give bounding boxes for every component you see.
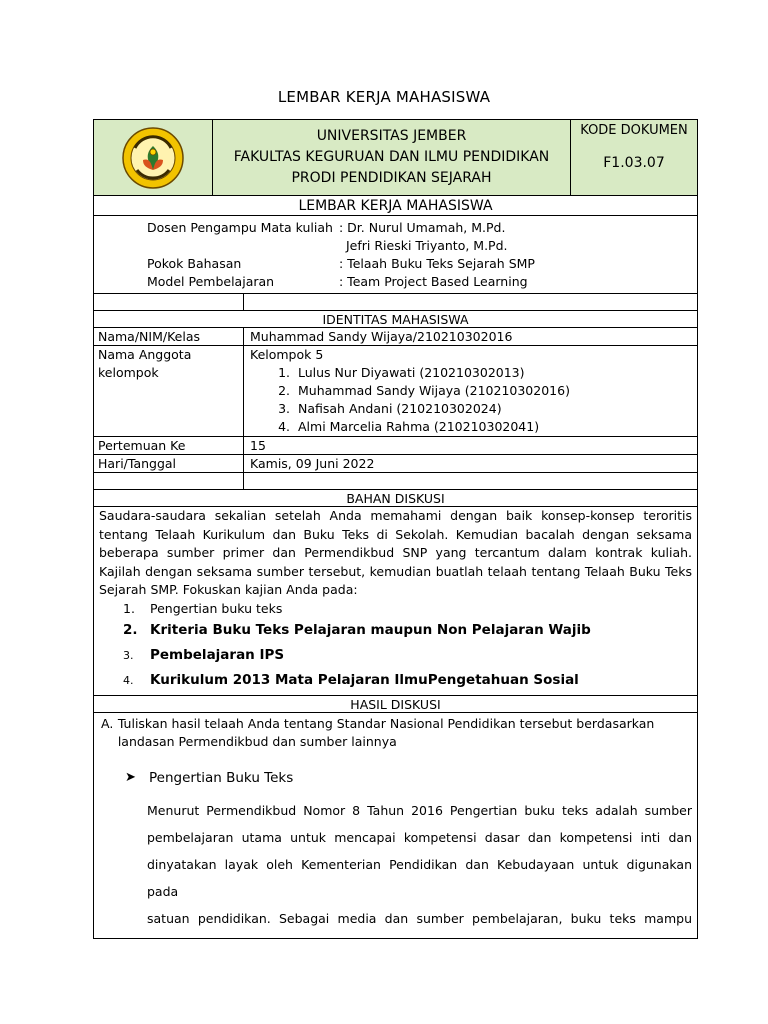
document-code-value: F1.03.07	[603, 155, 665, 171]
body-line: Menurut Permendikbud Nomor 8 Tahun 2016 Pengertian buku teks adalah sumber	[147, 803, 692, 818]
anggota-label-2: kelompok	[98, 365, 159, 380]
hasil-diskusi	[94, 712, 697, 938]
document-code-block	[571, 120, 697, 195]
bahan-title: BAHAN DISKUSI	[94, 489, 697, 506]
pertemuan-label: Pertemuan Ke	[94, 437, 244, 454]
body-text	[99, 797, 692, 932]
arrow-bullet-icon: ➤	[125, 770, 136, 785]
list-item: 2. Kriteria Buku Teks Pelajaran maupun Non Pelajaran Wajib	[123, 622, 591, 638]
list-item: 1. Lulus Nur Diyawati (210210302013)	[278, 365, 525, 380]
hasil-item	[99, 715, 692, 751]
list-item: 1. Pengertian buku teks	[123, 600, 283, 616]
body-line: pembelajaran utama untuk mencapai kompetensi dasar dan kompetensi inti dan	[147, 830, 692, 845]
member-list	[250, 364, 697, 436]
dosen-1: : Dr. Nurul Umamah, M.Pd.	[339, 220, 506, 235]
bahan-diskusi	[94, 506, 697, 695]
hasil-item-marker: A.	[101, 716, 114, 731]
anggota-label: Nama Anggota	[98, 347, 192, 362]
hari-label: Hari/Tanggal	[94, 455, 244, 472]
identitas-title: IDENTITAS MAHASISWA	[94, 310, 697, 327]
course-info	[94, 215, 697, 293]
body-line: satuan pendidikan. Sebagai media dan sumber pembelajaran, buku teks mampu	[147, 911, 692, 926]
pokok-value: : Telaah Buku Teks Sejarah SMP	[339, 256, 535, 271]
list-item: 3. Nafisah Andani (210210302024)	[278, 401, 502, 416]
empty-row	[94, 472, 697, 489]
hasil-item-text: Tuliskan hasil telaah Anda tentang Standar Nasional Pendidikan tersebut berdasarkan landasan Permendikbud dan sumber lainnya	[117, 716, 655, 749]
list-item: 3. Pembelajaran IPS	[123, 647, 285, 663]
topic-list	[99, 600, 692, 694]
body-line: dinyatakan layak oleh Kementerian Pendidikan dan Kebudayaan untuk digunakan pada	[147, 857, 692, 899]
sheet-title: LEMBAR KERJA MAHASISWA	[94, 195, 697, 215]
model-label: Model Pembelajaran	[147, 274, 275, 289]
dosen-label: Dosen Pengampu Mata kuliah	[147, 220, 333, 235]
bahan-paragraph: Saudara-saudara sekalian setelah Anda memahami dengan baik konsep-konsep teroritis tentang Telaah Kurikulum dan Buku Teks di Sekolah. Kemudian bacalah dengan seksama beberapa sumber primer dan Permendikbud SNP yang tercantum dalam kontrak kuliah. Kajilah dengan seksama sumber tersebut, kemudian buatlah telaah tentang Telaah Buku Teks Sejarah SMP. Fokuskan kajian Anda pada:	[99, 508, 692, 597]
nama-label: Nama/NIM/Kelas	[94, 328, 244, 345]
hari-value: Kamis, 09 Juni 2022	[250, 456, 375, 471]
university-logo	[94, 120, 213, 195]
worksheet	[93, 119, 698, 939]
page-title: LEMBAR KERJA MAHASISWA	[277, 88, 491, 106]
anggota-row	[94, 345, 697, 436]
dosen-2: Jefri Rieski Triyanto, M.Pd.	[346, 238, 508, 253]
list-item: 4. Kurikulum 2013 Mata Pelajaran IlmuPengetahuan Sosial	[123, 672, 579, 688]
sub-heading-text: Pengertian Buku Teks	[149, 770, 294, 786]
hasil-title: HASIL DISKUSI	[94, 695, 697, 712]
document-header	[94, 120, 697, 195]
nama-value: Muhammad Sandy Wijaya/210210302016	[250, 329, 513, 344]
institution-block	[213, 120, 571, 195]
nama-row	[94, 327, 697, 345]
list-item: 4. Almi Marcelia Rahma (210210302041)	[278, 419, 540, 434]
hari-row	[94, 454, 697, 472]
pertemuan-row	[94, 436, 697, 454]
model-value: : Team Project Based Learning	[339, 274, 528, 289]
list-item: 2. Muhammad Sandy Wijaya (210210302016)	[278, 383, 570, 398]
pertemuan-value: 15	[250, 438, 266, 453]
group-name: Kelompok 5	[250, 347, 324, 362]
sub-heading	[99, 769, 692, 787]
university-seal-icon	[121, 126, 185, 190]
document-code-label: KODE DOKUMEN	[580, 123, 688, 138]
university-name: UNIVERSITAS JEMBER	[316, 128, 467, 144]
pokok-label: Pokok Bahasan	[147, 256, 242, 271]
program-name: PRODI PENDIDIKAN SEJARAH	[291, 170, 492, 186]
empty-row	[94, 293, 697, 310]
faculty-name: FAKULTAS KEGURUAN DAN ILMU PENDIDIKAN	[233, 149, 550, 165]
